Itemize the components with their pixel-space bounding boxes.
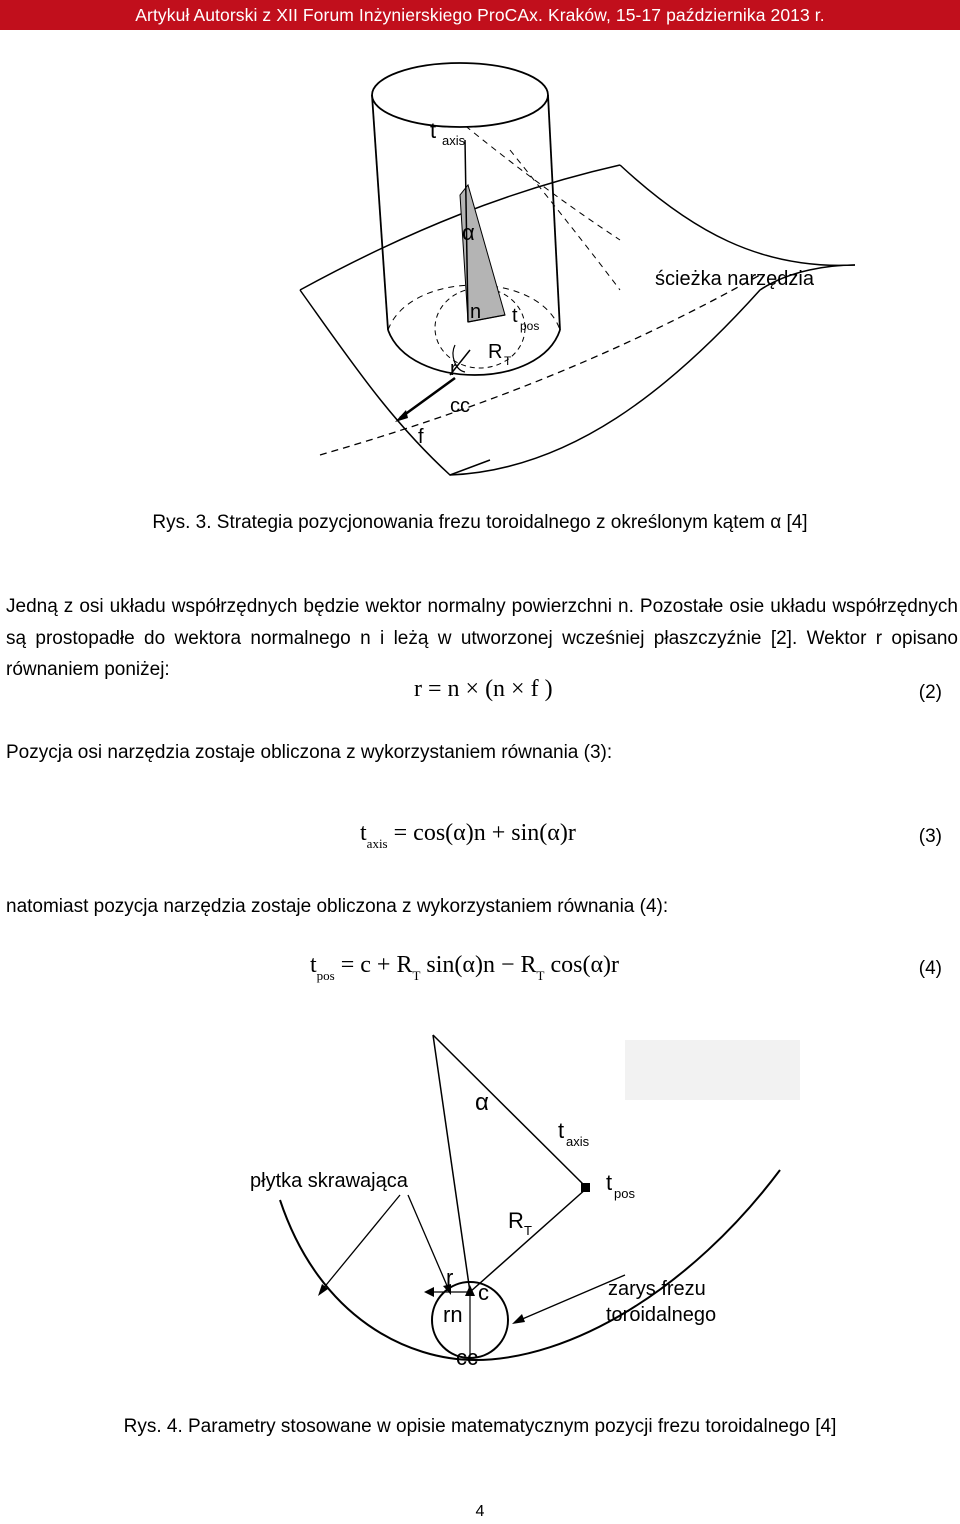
label-c: c: [478, 1280, 489, 1305]
eq3-sub: axis: [366, 836, 388, 851]
label-tool-path: ścieżka narzędzia: [655, 268, 814, 290]
label-R: R: [508, 1208, 524, 1233]
eq4-rhs-c: cos(α)r: [544, 952, 620, 978]
label-alpha: α: [475, 1089, 489, 1116]
label-t-axis: t: [558, 1118, 565, 1143]
cylinder-left-side: [372, 95, 388, 330]
equation-2: r = n × (n × f ): [414, 676, 553, 702]
equation-3: [360, 820, 576, 851]
label-t-pos: t: [512, 305, 518, 327]
label-alpha: α: [462, 220, 475, 245]
cylinder-top: [372, 63, 548, 127]
eq3-rhs: = cos(α)n + sin(α)r: [393, 820, 576, 846]
surface-outline: [300, 165, 620, 475]
t-pos-marker: [581, 1183, 590, 1192]
figure-1-caption: Rys. 3. Strategia pozycjonowania frezu toroidalnego z określonym kątem α [4]: [152, 512, 808, 533]
eq4-sub-t2: T: [536, 968, 545, 983]
label-T-sub: T: [504, 354, 512, 368]
paragraph-2: Pozycja osi narzędzia zostaje obliczona z wykorzystaniem równania (3):: [6, 742, 613, 763]
axis-line: [433, 1035, 587, 1188]
surface-arc: [280, 1170, 780, 1360]
equation-4-number: (4): [918, 958, 942, 979]
profile-arrowhead: [512, 1314, 525, 1324]
surface-curve-dashed: [510, 150, 620, 290]
equation-2-number: (2): [918, 682, 942, 703]
page-number: 4: [475, 1503, 485, 1520]
insert-arrow-1: [322, 1195, 400, 1290]
normal-line: [433, 1035, 470, 1292]
cylinder-bottom: [388, 330, 560, 375]
r-arrowhead: [424, 1287, 434, 1297]
eq3-lhs: t: [360, 820, 367, 846]
label-f: f: [418, 426, 424, 448]
cylinder-right-side: [548, 95, 560, 330]
label-r: r: [446, 1265, 454, 1290]
label-n: n: [470, 301, 482, 323]
label-pos-sub: pos: [614, 1186, 635, 1201]
label-axis-sub: axis: [442, 133, 466, 148]
label-T-sub: T: [524, 1223, 532, 1238]
figure-2-parameters-diagram: [240, 1030, 800, 1400]
eq4-rhs-b: sin(α)n − R: [420, 952, 537, 978]
label-r: r: [450, 358, 457, 380]
eq4-lhs: t: [310, 952, 317, 978]
equation-4: [310, 952, 620, 983]
R-line: [470, 1188, 587, 1292]
surface-right-edge: [620, 165, 855, 265]
rn-arrowhead: [465, 1285, 475, 1296]
label-axis-sub: axis: [566, 1134, 590, 1149]
label-t-pos: t: [606, 1170, 613, 1195]
figure-2-caption: Rys. 4. Parametry stosowane w opisie matematycznym pozycji frezu toroidalnego [4]: [123, 1416, 837, 1437]
label-rn: rn: [443, 1302, 463, 1327]
label-pos-sub: pos: [520, 319, 540, 333]
paragraph-1: Jedną z osi układu współrzędnych będzie wektor normalny powierzchni n. Pozostałe osie układu współrzędnych są prostopadłe do wektora normalnego n i leżą w utworzonej wcześniej płaszczyźnie [2]. Wektor r opisano równaniem poniżej:: [6, 596, 958, 680]
label-cc: cc: [450, 395, 470, 417]
eq4-sub: pos: [316, 968, 335, 983]
insert-arrow-2: [408, 1195, 448, 1288]
conference-header: Artykuł Autorski z XII Forum Inżynierskiego ProCAx. Kraków, 15-17 października 2013 r.: [0, 0, 960, 30]
equation-3-number: (3): [918, 826, 942, 847]
eq4-rhs-a: = c + R: [340, 952, 413, 978]
eq4-sub-t1: T: [412, 968, 421, 983]
f-vector: [400, 378, 455, 418]
grey-patch: [625, 1040, 800, 1100]
label-R: R: [488, 341, 503, 363]
label-t-axis: t: [430, 118, 437, 143]
label-profile-2: toroidalnego: [606, 1304, 717, 1326]
label-profile-1: zarys frezu: [608, 1278, 706, 1300]
paragraph-3: natomiast pozycja narzędzia zostaje obliczona z wykorzystaniem równania (4):: [6, 896, 669, 917]
label-insert: płytka skrawająca: [250, 1170, 408, 1192]
label-cc: cc: [456, 1345, 478, 1370]
f-arrowhead: [395, 410, 408, 422]
figure-1-toroidal-cutter-strategy: [290, 60, 890, 490]
